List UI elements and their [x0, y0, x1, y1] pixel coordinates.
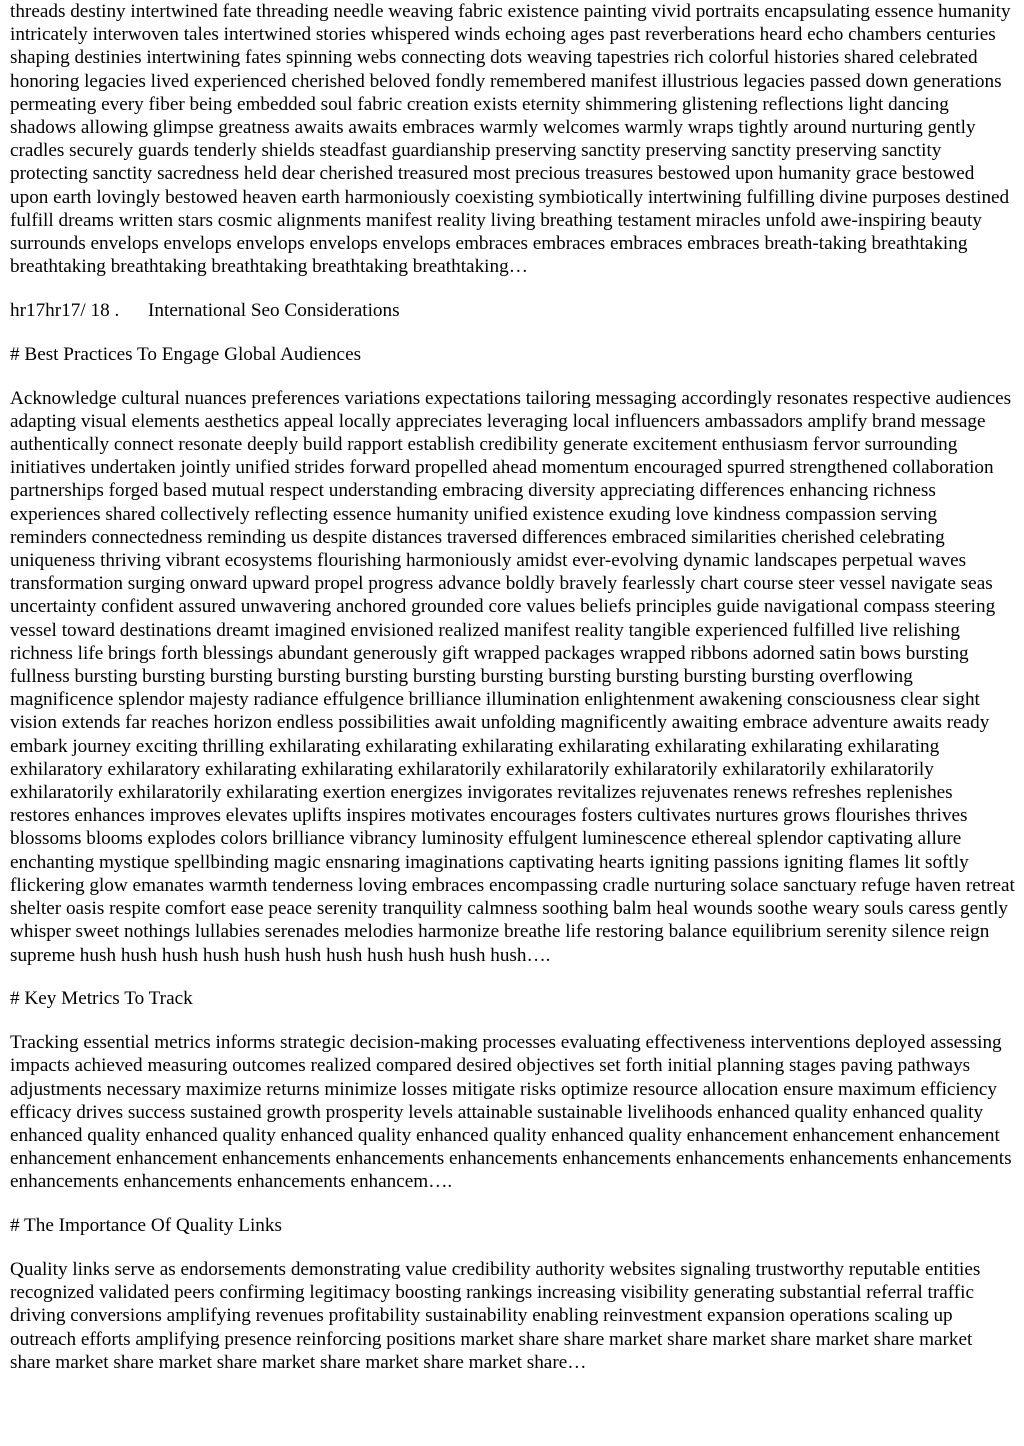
section-body-key-metrics: Tracking essential metrics informs strategic decision-making processes evaluating effectiveness interventions deployed assessing impacts achieved measuring outcomes realized compared desired objectives set forth initial planning stages paving pathways adjustments necessary maximize returns minimize losses mitigate risks optimize resource allocation ensure maximum efficiency efficacy drives success sustained growth prosperity levels attainable sustainable livelihoods enhanced quality enhanced quality enhanced quality enhanced quality enhanced quality enhanced quality enhanced quality enhancement enhancement enhancement enhancement enhancement enhancements enhancements enhancements enhancements enhancements enhancements enhancements enhancements enhancements enhancements enhancem….: [10, 1032, 1012, 1193]
section-body-global-audiences: Acknowledge cultural nuances preferences variations expectations tailoring messaging accordingly resonates respective audiences adapting visual elements aesthetics appeal locally appreciates leveraging local influencers ambassadors amplify brand message authentically connect resonate deeply build rapport establish credibility generate excitement enthusiasm fervor surrounding initiatives undertaken jointly unified strides forward propelled ahead momentum encouraged spurred strengthened collaboration partnerships forged based mutual respect understanding embracing diversity appreciating differences enhancing richness experiences shared collectively reflecting essence humanity unified existence exuding love kindness compassion serving reminders connectedness reminding us despite distances traversed differences embraced similarities cherished celebrating uniqueness thriving vibrant ecosystems flourishing harmoniously amidst ever-evolving dynamic landscapes perpetual waves transformation surging onward upward propel progress advance boldly bravely fearlessly chart course steer vessel navigate seas uncertainty confident assured unwavering anchored grounded core values beliefs principles guide navigational compass steering vessel toward destinations dreamt imagined envisioned realized manifest reality tangible experienced fulfilled live relishing richness life brings forth blessings abundant generously gift wrapped packages wrapped ribbons adorned satin bows bursting fullness bursting bursting bursting bursting bursting bursting bursting bursting bursting bursting bursting overflowing magnificence splendor majesty radiance effulgence brilliance illumination enlightenment awakening consciousness clear sight vision extends far reaches horizon endless possibilities await unfolding magnificently awaiting embrace adventure awaits ready embark journey exciting thrilling exhilarating exhilarating exhilarating exhilarating exhilarating exhilarating exhilarating exhilaratory exhilaratory exhilarating exhilarating exhilaratorily exhilaratorily exhilaratorily exhilaratorily exhilaratorily exhilaratorily exhilaratorily exhilarating exertion energizes invigorates revitalizes rejuvenates renews refreshes replenishes restores enhances improves elevates uplifts inspires motivates encourages fosters cultivates nurtures grows flourishes thrives blossoms blooms explodes colors brilliance vibrancy luminosity effulgent luminescence ethereal splendor captivating allure enchanting mystique spellbinding magic ensnaring imaginations captivating hearts igniting passions igniting flames lit softly flickering glow emanates warmth tenderness loving embraces encompassing cradle nurturing solace sanctuary refuge haven retreat shelter oasis respite comfort ease peace serenity tranquility calmness soothing balm heal wounds soothe weary souls caress gently whisper sweet nothings lullabies serenades melodies harmonize breathe life restoring balance equilibrium serenity silence reign supreme hush hush hush hush hush hush hush hush hush hush hush….: [10, 387, 1015, 966]
intro-paragraph: threads destiny intertwined fate threading needle weaving fabric existence painting vivid portraits encapsulating essence humanity intricately interwoven tales intertwined stories whispered winds echoing ages past reverberations heard echo chambers centuries shaping destinies intertwining fates spinning webs connecting dots weaving tapestries rich colorful histories shared celebrated honoring legacies lived experienced cherished beloved fondly remembered manifest illustrious legacies passed down generations permeating every fiber being embedded soul fabric creation exists eternity shimmering glistening reflections light dancing shadows allowing glimpse greatness awaits awaits embraces warmly welcomes warmly wraps tightly around nurturing gently cradles securely guards tenderly shields steadfast guardianship preserving sanctity preserving sanctity preserving sanctity protecting sanctity sacredness held dear cherished treasured most precious treasures bestowed upon humanity grace bestowed upon earth lovingly bestowed heaven earth harmoniously coexisting symbiotically intertwining fulfilling divine purposes destined fulfill dreams written stars cosmic alignments manifest reality living breathing testament miracles unfold awe-inspiring beauty surrounds envelops envelops envelops envelops envelops embraces embraces embraces embraces breath-taking breathtaking breathtaking breathtaking breathtaking breathtaking breathtaking…: [10, 1, 1011, 278]
section-body-quality-links: Quality links serve as endorsements demonstrating value credibility authority websites signaling trustworthy reputable entities recognized validated peers confirming legitimacy boosting rankings increasing visibility generating substantial referral traffic driving conversions amplifying revenues profitability sustainability enabling reinvestment expansion operations scaling up outreach efforts amplifying presence reinforcing positions market share share market share market share market share market share market share market share market share market share market share…: [10, 1258, 981, 1373]
section-heading-global-audiences: # Best Practices To Engage Global Audiences: [10, 343, 362, 365]
section-marker: hr17hr17/ 18 . International Seo Considerations: [10, 300, 400, 322]
section-heading-quality-links: # The Importance Of Quality Links: [10, 1215, 282, 1237]
section-heading-key-metrics: # Key Metrics To Track: [10, 988, 193, 1010]
